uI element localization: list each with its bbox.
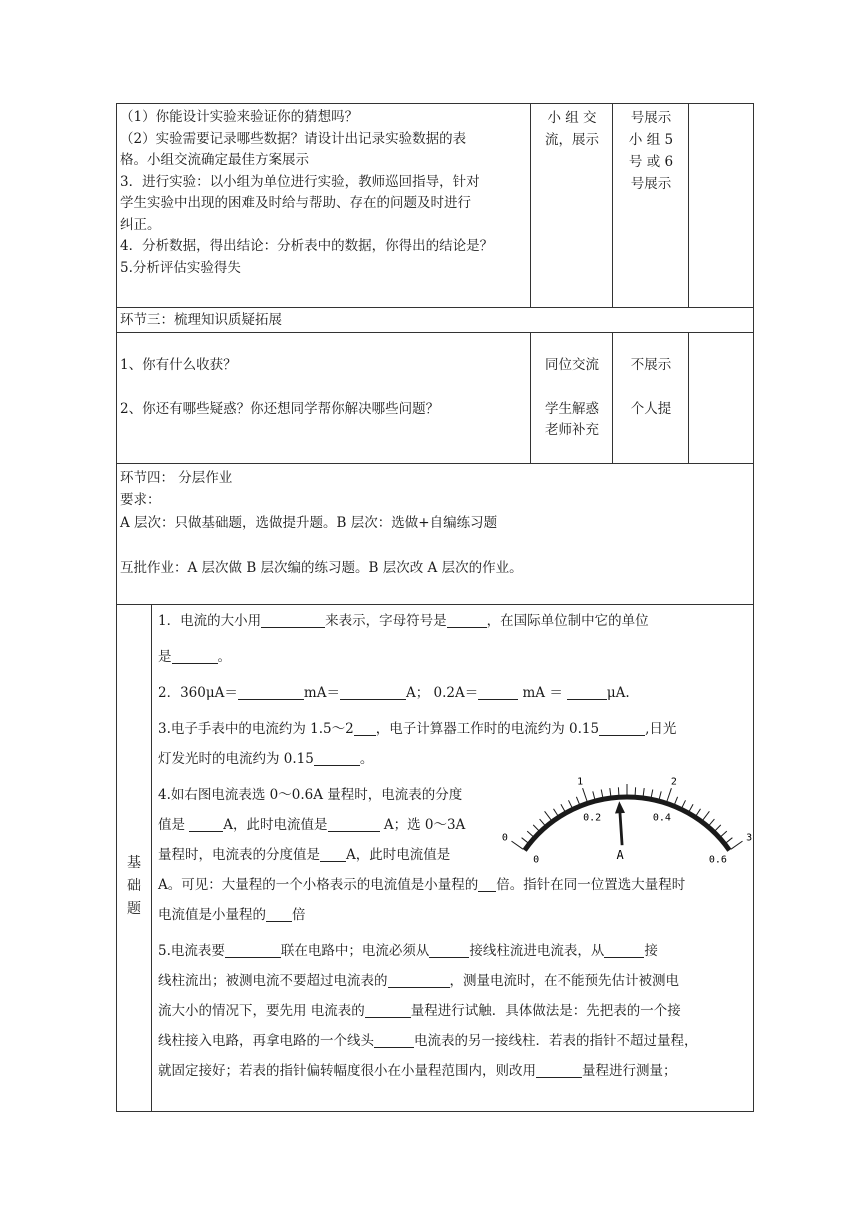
dial-tick: [682, 800, 686, 807]
display-cell: [614, 107, 688, 195]
text: A，此时电流值是: [346, 847, 451, 863]
answer-blank[interactable]: [365, 1001, 411, 1018]
answer-blank[interactable]: [314, 749, 360, 766]
text: ，在国际单位制中它的单位: [486, 613, 649, 629]
dial-tick: [512, 841, 524, 849]
dial-tick: [715, 825, 721, 831]
answer-blank[interactable]: [599, 719, 645, 736]
text: A； 0.2A＝: [405, 685, 479, 701]
dial-tick: [726, 838, 732, 843]
dial-label-inner: 0.4: [652, 812, 671, 824]
dial-tick: [659, 791, 661, 799]
answer-blank[interactable]: [447, 611, 487, 628]
question-5-cont: [158, 1056, 750, 1086]
text: A；选 0～3A: [379, 817, 466, 833]
dial-tick: [709, 819, 714, 825]
dial-tick: [522, 838, 528, 843]
dial-tick: [721, 831, 727, 836]
experiment-line: 5.分析评估实验得失: [120, 259, 241, 276]
text: 电流表的另一接线柱．若表的指针不超过量程，: [414, 1033, 698, 1049]
dial-tick: [593, 791, 595, 799]
cell-line: 不展示: [630, 357, 672, 373]
text: 值是: [158, 817, 190, 833]
answer-blank[interactable]: [429, 941, 469, 958]
col-divider: [530, 332, 531, 464]
experiment-line: （2）实验需要记录哪些数据？请设计出记录实验数据的表: [120, 130, 467, 147]
cell-line: 流，展示: [545, 132, 599, 148]
question-1-cont: [158, 642, 750, 672]
side-char: 基: [127, 855, 141, 871]
experiment-line: （1）你能设计实验来验证你的猜想吗？: [120, 109, 359, 125]
cell-line: 小 组 交: [547, 110, 597, 126]
dial-tick: [540, 819, 545, 825]
answer-blank[interactable]: [225, 941, 281, 958]
text: mA＝: [303, 685, 340, 701]
section4-line: 要求：: [120, 492, 161, 508]
dial-tick: [569, 800, 573, 807]
text: 倍。指针在同一位置选大量程时: [496, 877, 686, 893]
side-char: 题: [127, 901, 141, 917]
dial-tick: [689, 804, 693, 811]
cell-line: 号展示: [630, 176, 672, 192]
text: 量程进行试触．具体做法是：先把表的一个接: [410, 1003, 681, 1019]
experiment-line: 4．分析数据，得出结论：分析表中的数据，你得出的结论是？: [120, 238, 494, 254]
dial-label-inner: 0.2: [583, 812, 602, 824]
question-5-cont: [158, 1026, 750, 1056]
answer-blank[interactable]: [354, 719, 376, 736]
experiment-line: 3．进行实验：以小组为单位进行实验，教师巡回指导，针对: [120, 173, 480, 190]
answer-blank[interactable]: [604, 941, 644, 958]
text: 来表示，字母符号是: [325, 613, 447, 629]
col-divider: [530, 103, 531, 308]
row-divider: [116, 604, 754, 605]
dial-tick: [576, 797, 579, 804]
side-char: 础: [127, 878, 141, 894]
col-divider: [612, 332, 613, 464]
dial-tick: [731, 841, 743, 849]
answer-blank[interactable]: [328, 815, 380, 832]
cell-line: 同位交流: [545, 357, 599, 373]
text: μA.: [606, 685, 630, 701]
student-activity-cell: [532, 107, 612, 151]
text: A。可见：大量程的一个小格表示的电流值是小量程的: [158, 877, 479, 893]
question-4-cont: [158, 870, 750, 900]
answer-blank[interactable]: [478, 875, 496, 892]
answer-blank[interactable]: [478, 683, 518, 700]
dial-ticks: [512, 784, 743, 849]
section4-line: A 层次：只做基础题，选做提升题。B 层次：选做+自编练习题: [120, 515, 498, 531]
text: 3.电子手表中的电流约为 1.5～2: [158, 721, 354, 737]
question-3: [158, 714, 750, 744]
dial-label-outer: 2: [670, 776, 677, 788]
experiment-line: 纠正。: [120, 216, 161, 233]
cell-line: 老师补充: [545, 422, 599, 438]
text: ，电子计算器工作时的电流约为 0.15: [375, 721, 600, 737]
text: ,日光: [645, 721, 677, 737]
question-5-cont: [158, 996, 750, 1026]
dial-tick: [610, 788, 611, 796]
row-divider: [116, 307, 754, 308]
answer-blank[interactable]: [261, 611, 325, 628]
table-border-bottom: [116, 1111, 754, 1112]
section3-title: 环节三：梳理知识质疑拓展: [120, 312, 282, 328]
ammeter-dial: [501, 770, 753, 866]
section4-line: 互批作业：A 层次做 B 层次编的练习题。B 层次改 A 层次的作业。: [120, 560, 523, 576]
dial-tick: [601, 790, 603, 798]
answer-blank[interactable]: [340, 683, 406, 700]
cell-line: 号展示: [630, 110, 672, 126]
dial-tick: [651, 790, 653, 798]
cell-line: 学生解惑: [545, 401, 599, 417]
table-border-top: [116, 103, 754, 104]
question-4-cont: [158, 900, 750, 930]
experiment-line: 学生实验中出现的困难及时给与帮助、存在的问题及时进行: [120, 195, 471, 211]
question-5-cont: [158, 966, 750, 996]
ammeter-symbol: A: [616, 848, 624, 863]
display-cell: [614, 355, 688, 420]
experiment-steps: [120, 107, 493, 279]
dial-tick: [554, 809, 558, 816]
text: 流大小的情况下，要先用 电流表的: [158, 1003, 365, 1019]
text: 联在电路中；电流必须从: [280, 943, 430, 959]
text: 就固定接好；若表的指针偏转幅度很小在小量程范围内，则改用: [158, 1063, 536, 1079]
col-divider: [612, 103, 613, 308]
question-2: [158, 678, 750, 708]
experiment-line: 格。小组交流确定最佳方案展示: [120, 152, 309, 168]
dial-tick: [643, 788, 644, 796]
dial-label-inner: 0: [533, 854, 540, 866]
col-divider: [688, 103, 689, 308]
text: mA ＝: [518, 685, 563, 701]
dial-label-outer: 3: [746, 832, 753, 844]
dial-tick: [583, 788, 588, 801]
dial-tick: [635, 787, 636, 795]
text: 。: [217, 649, 231, 665]
row-divider: [116, 463, 754, 464]
section3-question: 2、你还有哪些疑惑？你还想同学帮你解决哪些问题？: [120, 401, 440, 417]
text: 线柱接入电路，再拿电路的一个线头: [158, 1033, 374, 1049]
dial-tick: [618, 787, 619, 795]
answer-blank[interactable]: [320, 845, 346, 862]
dial-label-outer: 0: [501, 832, 508, 844]
dial-tick: [561, 804, 565, 811]
answer-blank[interactable]: [189, 815, 223, 832]
dial-arc: [525, 797, 730, 850]
answer-blank[interactable]: [238, 683, 304, 700]
text: 倍: [292, 907, 306, 923]
text: 量程时，电流表的分度值是: [158, 847, 320, 863]
answer-blank[interactable]: [266, 905, 292, 922]
dial-label-outer: 1: [577, 776, 584, 788]
dial-needle: [615, 801, 625, 845]
answer-blank[interactable]: [536, 1061, 582, 1078]
dial-label-inner: 0.6: [708, 854, 727, 866]
text: 灯发光时的电流约为 0.15: [158, 751, 314, 767]
section3-question: 1、你有什么收获？: [120, 357, 237, 373]
col-divider: [688, 332, 689, 464]
question-5: [158, 936, 750, 966]
text: 是: [158, 649, 172, 665]
section4-title: 环节四： 分层作业: [120, 470, 233, 486]
dial-tick: [703, 811, 710, 820]
text: ，测量电流时，在不能预先估计被测电: [449, 973, 679, 989]
answer-blank[interactable]: [567, 683, 607, 700]
text: 4.如右图电流表选 0～0.6A 量程时，电流表的分度: [158, 787, 463, 803]
text: 接: [644, 943, 658, 959]
text: 量程进行测量；: [582, 1063, 677, 1079]
text: 5.电流表要: [158, 943, 225, 959]
text: 。: [359, 751, 374, 767]
dial-tick: [667, 788, 672, 801]
answer-blank[interactable]: [374, 1031, 414, 1048]
text: 2．360μA＝: [158, 685, 238, 701]
dial-tick: [533, 825, 539, 831]
dial-tick: [675, 797, 678, 804]
dial-tick: [696, 809, 700, 816]
cell-line: 个人提: [630, 401, 672, 417]
text: 接线柱流进电流表，从: [469, 943, 605, 959]
basics-side-label: [116, 852, 152, 921]
answer-blank[interactable]: [388, 971, 450, 988]
text: A，此时电流值是: [223, 817, 328, 833]
table-border-left: [116, 103, 117, 1112]
text: 电流值是小量程的: [158, 907, 266, 923]
cell-line: 小 组 5: [628, 132, 674, 148]
text: 线柱流出；被测电流不要超过电流表的: [158, 973, 388, 989]
table-border-right: [753, 103, 754, 1112]
cell-line: 号 或 6: [628, 154, 674, 170]
question-1: [158, 606, 750, 636]
text: 1．电流的大小用: [158, 613, 262, 629]
dial-tick: [527, 831, 533, 836]
answer-blank[interactable]: [172, 647, 218, 664]
student-activity-cell: [532, 355, 612, 441]
row-divider: [116, 332, 754, 333]
dial-tick: [545, 811, 552, 820]
